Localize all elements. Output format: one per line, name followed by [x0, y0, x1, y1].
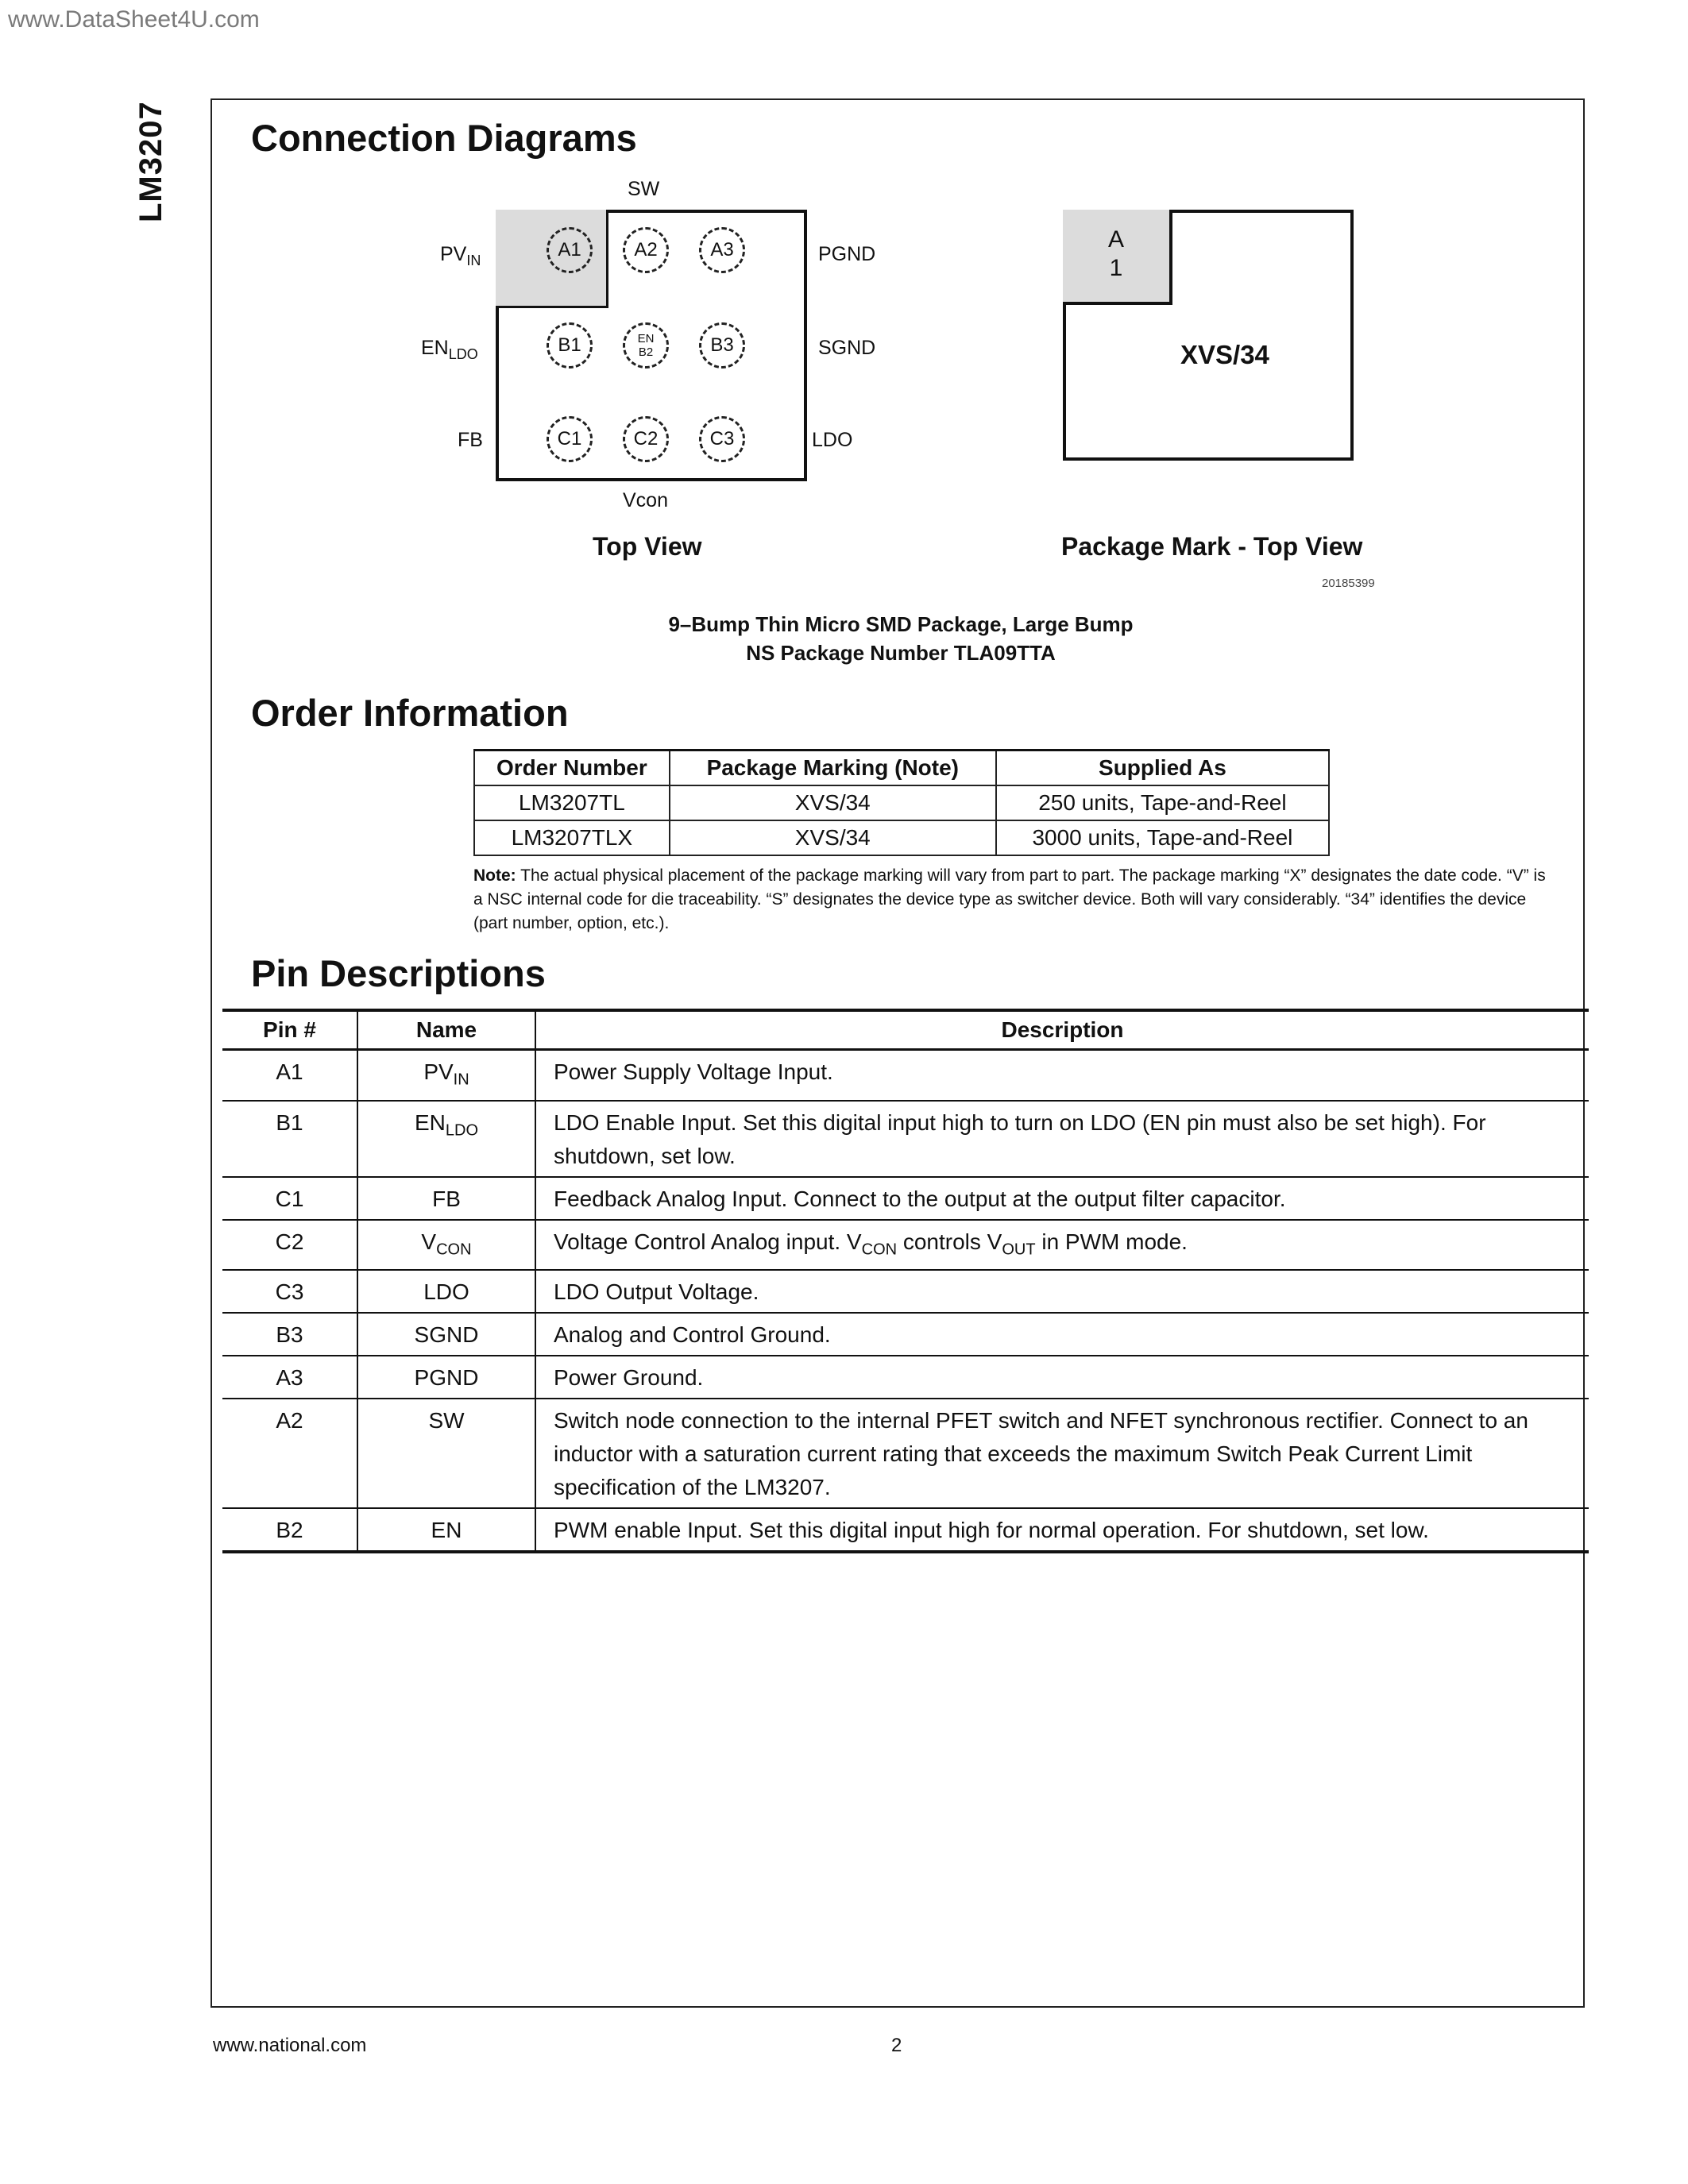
pin-name-main: FB [432, 1186, 461, 1211]
desc-sub: OUT [1002, 1241, 1036, 1259]
order-number-cell: LM3207TL [474, 785, 670, 820]
enldo-label [421, 337, 478, 363]
pin-name [357, 1313, 535, 1356]
pin-name-main: SGND [414, 1322, 479, 1348]
pin-name-main: EN [431, 1518, 462, 1543]
desc-text: in PWM mode. [1035, 1229, 1188, 1254]
bump-b2-id: B2 [638, 345, 654, 359]
table-row [474, 820, 1329, 855]
package-description [583, 610, 1219, 667]
pin-name [357, 1399, 535, 1508]
vcon-label: Vcon [623, 489, 668, 511]
table-row [222, 1270, 1589, 1313]
pvin-main: PV [440, 243, 467, 265]
pins-col-pin: Pin # [222, 1010, 357, 1050]
bump-b2-en: EN [637, 332, 655, 345]
pin-name-main: EN [414, 1109, 446, 1135]
order-col-marking: Package Marking (Note) [670, 751, 996, 786]
pvin-label [440, 243, 481, 269]
note-text: The actual physical placement of the package marking will vary from part to part. The package marking “X” designates the date code. “V” is a NSC internal code for die traceability. “S” designates the device type as switcher device. Both will vary considerably. “34” identifies the device (part number, option, etc.). [473, 866, 1546, 932]
pin-number: A2 [222, 1399, 357, 1508]
fb-label: FB [458, 429, 483, 451]
bump-a2: A2 [623, 227, 669, 273]
pin-descriptions-table [222, 1009, 1589, 1553]
pin-description: Feedback Analog Input. Connect to the output at the output filter capacitor. [535, 1177, 1589, 1220]
pvin-sub: IN [466, 253, 481, 268]
enldo-sub: LDO [448, 346, 478, 362]
side-part-number: LM3207 [133, 101, 168, 222]
order-col-number: Order Number [474, 751, 670, 786]
mark-corner-letter: A [1107, 226, 1124, 253]
top-view-caption: Top View [593, 532, 702, 561]
mark-corner-number: 1 [1109, 255, 1123, 281]
order-note [473, 864, 1554, 936]
table-row [222, 1399, 1589, 1508]
footer-website[interactable]: www.national.com [213, 2035, 367, 2056]
pin-name [357, 1101, 535, 1177]
pin-name-sub: CON [436, 1241, 472, 1259]
pin-name-main: PV [423, 1059, 454, 1084]
sgnd-label: SGND [818, 337, 876, 359]
pin-name-main: V [421, 1229, 437, 1254]
pin-description: Switch node connection to the internal PFET switch and NFET synchronous rectifier. Connect to an inductor with a saturation current rating that exceeds the maximum Switch Peak Current Limit specification of the LM3207. [535, 1399, 1589, 1508]
table-row [222, 1220, 1589, 1271]
package-mark-corner [1063, 210, 1172, 305]
pin-number: B1 [222, 1101, 357, 1177]
bump-c2: C2 [623, 416, 669, 462]
note-label: Note: [473, 866, 516, 885]
table-row [222, 1356, 1589, 1399]
table-row [222, 1101, 1589, 1177]
watermark: www.DataSheet4U.com [8, 6, 260, 33]
pin-descriptions-heading: Pin Descriptions [251, 952, 546, 994]
order-table [473, 749, 1330, 856]
pin-number: B3 [222, 1313, 357, 1356]
order-marking-cell: XVS/34 [670, 785, 996, 820]
bump-b3: B3 [699, 322, 745, 369]
order-col-supplied: Supplied As [996, 751, 1329, 786]
table-row [222, 1508, 1589, 1552]
pin-name [357, 1220, 535, 1271]
pin-name-main: LDO [423, 1279, 469, 1305]
pin-name [357, 1177, 535, 1220]
bump-a3: A3 [699, 227, 745, 273]
pin-number: C2 [222, 1220, 357, 1271]
figure-id: 20185399 [1322, 577, 1375, 590]
package-marking-text: XVS/34 [1180, 340, 1269, 369]
order-information-heading: Order Information [251, 692, 569, 734]
package-line-2: NS Package Number TLA09TTA [746, 641, 1056, 665]
pin-name [357, 1270, 535, 1313]
pin-number: C3 [222, 1270, 357, 1313]
pins-col-description: Description [535, 1010, 1589, 1050]
pin-description: PWM enable Input. Set this digital input high for normal operation. For shutdown, set low. [535, 1508, 1589, 1552]
order-marking-cell: XVS/34 [670, 820, 996, 855]
pin-description: Power Supply Voltage Input. [535, 1050, 1589, 1101]
page-number: 2 [891, 2035, 902, 2056]
pins-header-row [222, 1010, 1589, 1050]
pin-description: LDO Output Voltage. [535, 1270, 1589, 1313]
order-supplied-cell: 250 units, Tape-and-Reel [996, 785, 1329, 820]
enldo-main: EN [421, 337, 449, 359]
bump-c1: C1 [547, 416, 593, 462]
package-mark-caption: Package Mark - Top View [1061, 532, 1363, 561]
desc-sub: CON [861, 1241, 898, 1259]
bump-c3: C3 [699, 416, 745, 462]
connection-diagrams-heading: Connection Diagrams [251, 117, 637, 159]
pin-number: B2 [222, 1508, 357, 1552]
pin-name-sub: LDO [445, 1121, 479, 1140]
package-line-1: 9–Bump Thin Micro SMD Package, Large Bump [668, 612, 1134, 636]
pin-number: A1 [222, 1050, 357, 1101]
desc-text: Voltage Control Analog input. V [554, 1229, 862, 1254]
pin-name [357, 1508, 535, 1552]
bump-b2 [623, 322, 669, 369]
table-row [222, 1177, 1589, 1220]
pin-number: A3 [222, 1356, 357, 1399]
table-row [222, 1313, 1589, 1356]
order-supplied-cell: 3000 units, Tape-and-Reel [996, 820, 1329, 855]
pins-col-name: Name [357, 1010, 535, 1050]
bump-b1: B1 [547, 322, 593, 369]
pin-name-sub: IN [453, 1071, 469, 1089]
pin-description [535, 1220, 1589, 1271]
pin-name-main: SW [428, 1408, 465, 1433]
desc-text: controls V [897, 1229, 1002, 1254]
pin-number: C1 [222, 1177, 357, 1220]
pin-name-main: PGND [414, 1365, 479, 1391]
table-row [474, 785, 1329, 820]
pin-name [357, 1050, 535, 1101]
ldo-label: LDO [812, 429, 853, 451]
pin-description: Analog and Control Ground. [535, 1313, 1589, 1356]
pin-name [357, 1356, 535, 1399]
order-number-cell: LM3207TLX [474, 820, 670, 855]
sw-label: SW [628, 178, 660, 200]
bump-a1: A1 [547, 227, 593, 273]
pgnd-label: PGND [818, 243, 876, 265]
order-header-row [474, 751, 1329, 786]
pin-description: LDO Enable Input. Set this digital input high to turn on LDO (EN pin must also be set high). For shutdown, set low. [535, 1101, 1589, 1177]
table-row [222, 1050, 1589, 1101]
pin-description: Power Ground. [535, 1356, 1589, 1399]
